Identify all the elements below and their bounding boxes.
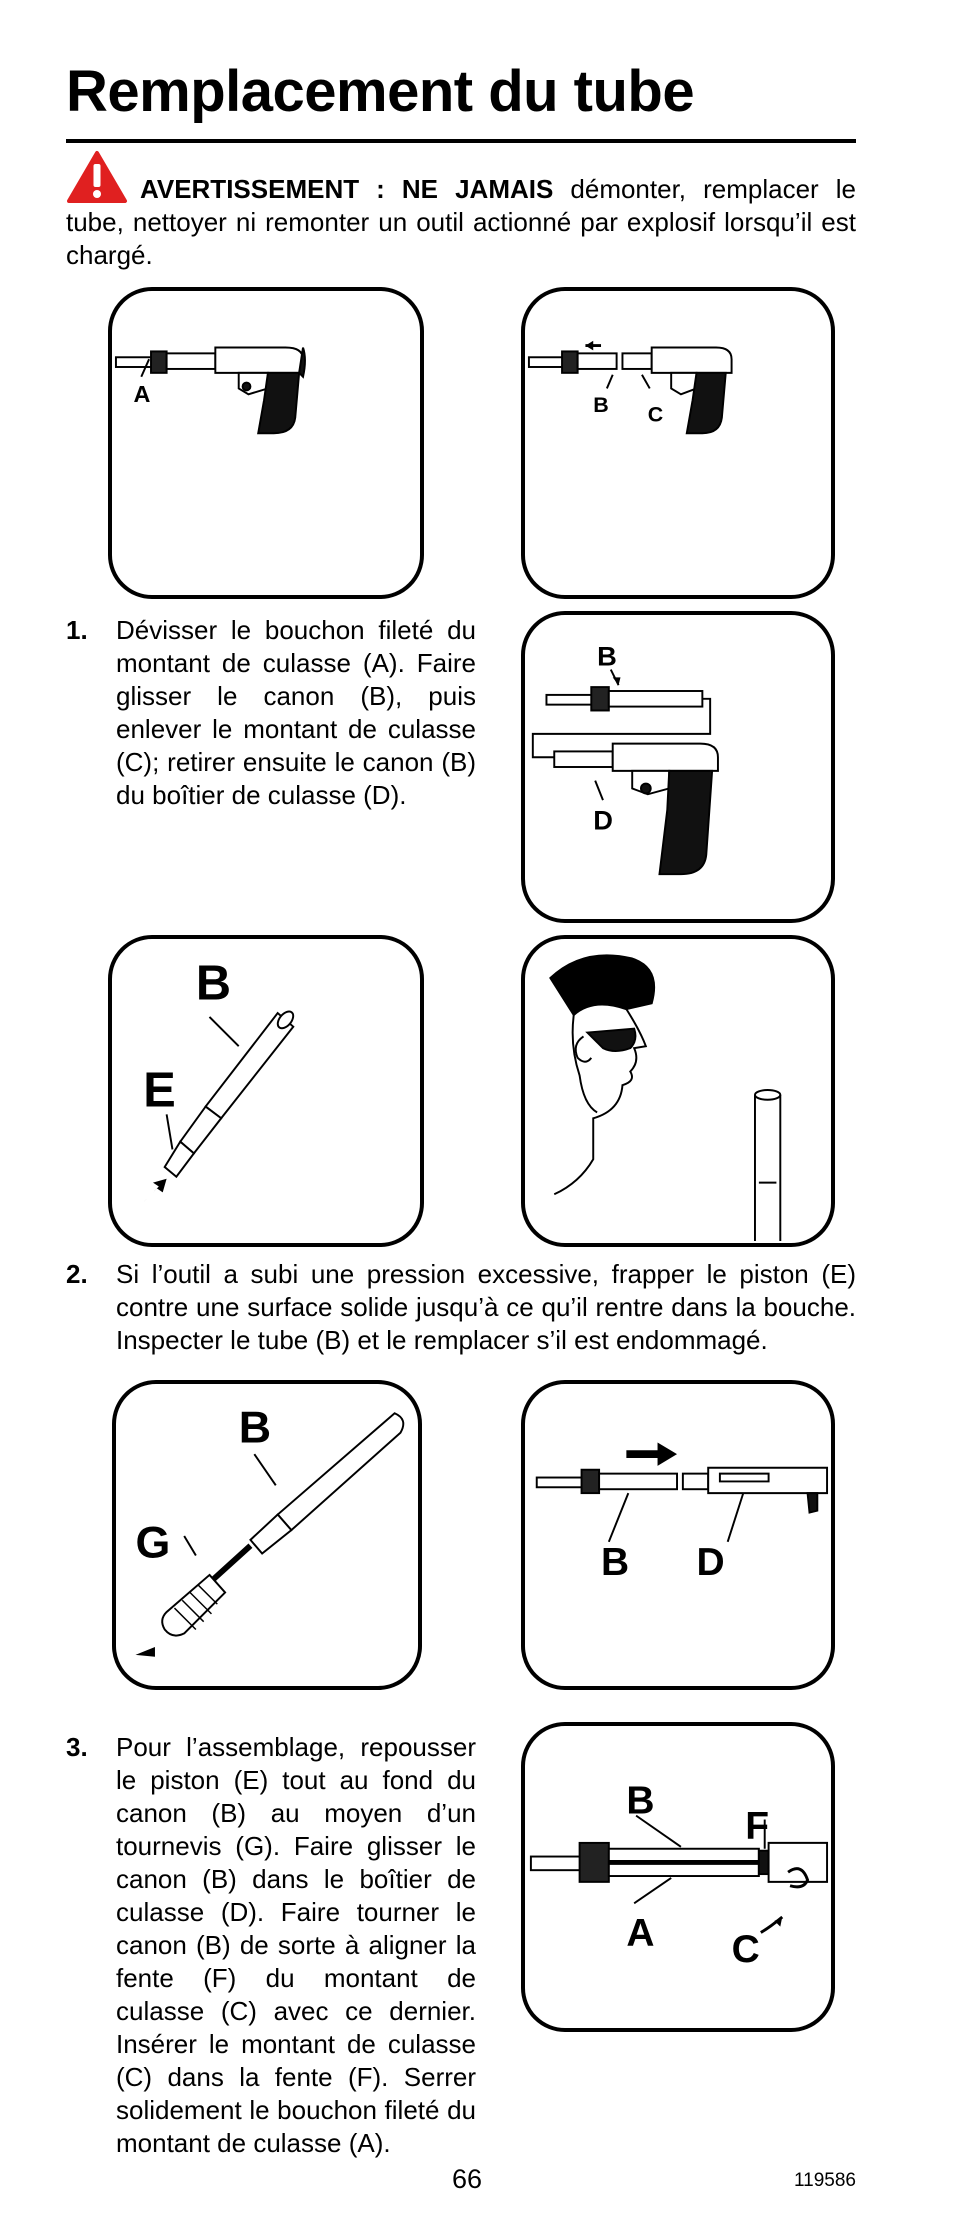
page-title: Remplacement du tube [66,59,695,124]
page-number: 66 [452,2164,483,2194]
step-text: Dévisser le bouchon fileté du montant de culasse (A). Faire glisser le canon (B), puis enlever le montant de culasse (C); retirer ensuite le canon (B) du boîtier de culasse (D). [116,615,476,810]
warning-text: démonter, remplacer le tube, nettoyer ni remonter un outil actionné par explosif lorsqu’il est chargé. [66,174,856,270]
step-number: 2. [66,1259,88,1289]
label-f: F [745,1805,770,1849]
figure-tool-bolt-a [108,287,424,599]
figure-barrel-insert-b-d [521,1380,835,1690]
label-b: B [238,1402,272,1453]
document-code: 119586 [794,2170,856,2191]
label-b: B [593,392,609,417]
title-rule [66,139,856,143]
warning-heading: AVERTISSEMENT : NE JAMAIS [140,174,554,204]
step-number: 3. [66,1732,88,1762]
label-d: D [696,1540,725,1584]
label-c: C [731,1927,760,1971]
label-b: B [195,956,232,1011]
label-e: E [143,1063,176,1118]
figure-tool-barrel-b-c [521,287,835,599]
label-g: G [135,1517,171,1568]
label-a: A [133,381,151,408]
figure-screwdriver-b-g [112,1380,422,1690]
figure-assembly-a-b-c-f [521,1722,835,2032]
label-a: A [626,1912,655,1956]
step-text: Pour l’assemblage, repousser le piston (E) tout au fond du canon (B) au moyen d’un tournevis (G). Faire glisser le canon (B) dans le boîtier de culasse (D). Faire tourner le canon (B) de sorte à aligner la fente (F) du montant de culasse (C) avec ce dernier. Insérer le montant de culasse (C) dans la fente (F). Serrer solidement le bouchon fileté du montant de culasse (A). [116,1732,476,2158]
label-d: D [593,804,613,836]
figure-tube-piston-b-e [108,935,424,1247]
figure-safety-glasses-operator [521,935,835,1247]
step-number: 1. [66,615,88,645]
label-b: B [626,1779,655,1823]
label-b: B [601,1540,630,1584]
label-b: B [597,640,617,672]
warning-paragraph [66,150,856,272]
label-c: C [647,402,664,427]
figure-barrel-removed-b-d [521,611,835,923]
warning-triangle-icon [66,150,128,204]
step-text: Si l’outil a subi une pression excessive, frapper le piston (E) contre une surface solide jusqu’à ce qu’il rentre dans la bouche. Inspecter le tube (B) et le remplacer s’il est endommagé. [116,1259,856,1355]
